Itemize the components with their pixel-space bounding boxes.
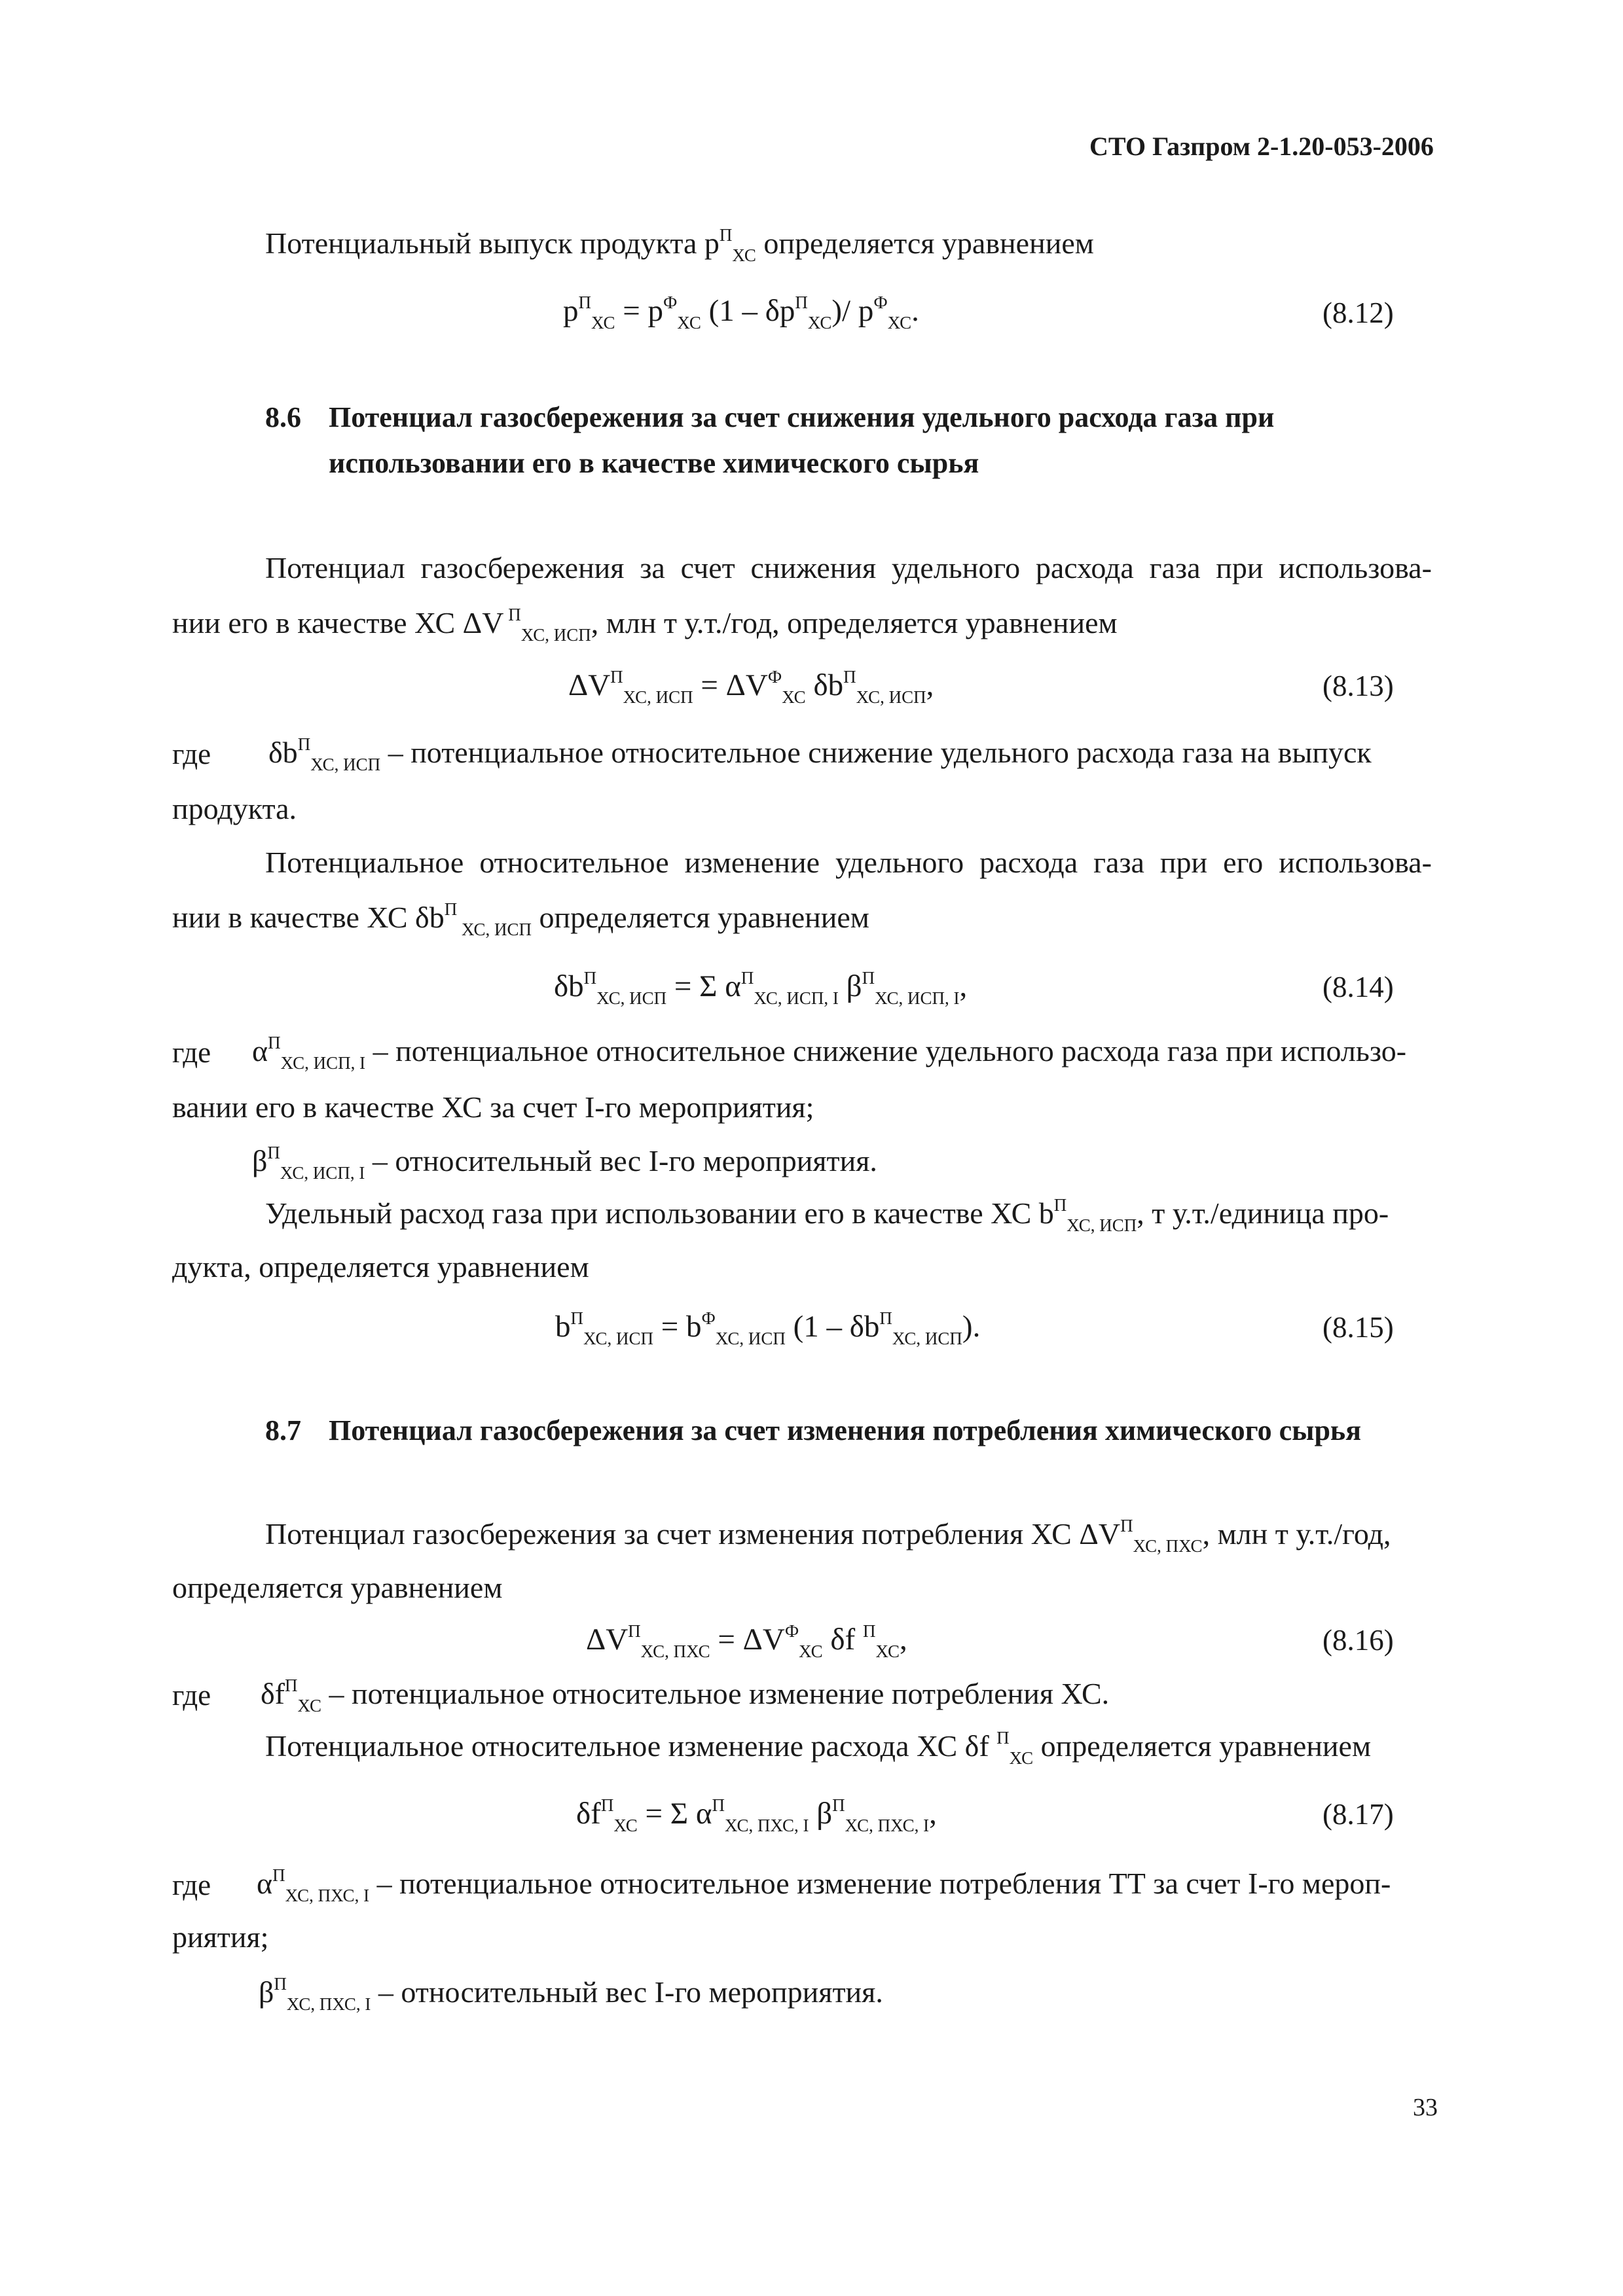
where-label: где	[172, 1869, 211, 1901]
eq-sub: ХС, ИСП	[623, 687, 693, 707]
where-8-17-cont: риятия;	[172, 1920, 269, 1954]
eq-term: ΔV	[568, 668, 611, 702]
sub: ХС, ИСП, I	[280, 1053, 366, 1073]
eq-term: b	[555, 1310, 571, 1344]
eq-term: (1 – δb	[785, 1310, 880, 1344]
where-8-17-line1	[257, 1865, 1391, 1906]
eq-sub: ХС, ПХС, I	[845, 1816, 930, 1835]
eq-term: δf	[822, 1623, 863, 1657]
eq-sup: П	[879, 1308, 892, 1328]
symbol: β	[252, 1144, 268, 1177]
text: , млн т у.т./год,	[1202, 1517, 1391, 1551]
equation-number-8-15: (8.15)	[1322, 1311, 1394, 1344]
eq-term: ,	[929, 1797, 937, 1831]
equation-number-8-16: (8.16)	[1322, 1624, 1394, 1657]
where-label: где	[172, 738, 211, 770]
section-title-8-6-line1: Потенциал газосбережения за счет снижения удельного расхода газа при	[329, 401, 1275, 433]
text: – потенциальное относительное изменение потребления ТТ за счет I-го мероп-	[369, 1867, 1391, 1900]
eq-term: β	[809, 1797, 833, 1831]
where-8-14-line1	[252, 1033, 1406, 1073]
eq-sub: ХС, ПХС	[640, 1641, 710, 1661]
eq-sup: Ф	[701, 1308, 716, 1328]
eq-sub: ХС	[887, 313, 912, 332]
eq-sup: Ф	[767, 667, 782, 687]
text: Потенциальное относительное изменение расхода ХС δf	[265, 1729, 997, 1763]
sub: ХС, ПХС, I	[286, 1994, 371, 2014]
sup: П	[444, 899, 458, 919]
eq-sub: ХС	[799, 1641, 823, 1661]
section-title-8-7: Потенциал газосбережения за счет изменения потребления химического сырья	[329, 1414, 1361, 1446]
eq-term: )/ р	[831, 294, 874, 328]
where-label: где	[172, 1036, 211, 1069]
paragraph-8-6-a-line1: Потенциал газосбережения за счет снижения удельного расхода газа при использова-	[265, 551, 1432, 584]
equation-8-15	[555, 1308, 981, 1348]
sup: П	[268, 1033, 281, 1052]
sub: ХС, ИСП	[520, 625, 591, 645]
eq-sub: ХС	[807, 313, 832, 332]
eq-sub: ХС, ИСП	[583, 1329, 653, 1348]
sub: ХС, ИСП	[457, 920, 532, 939]
eq-term: δb	[554, 969, 584, 1003]
section-number-8-6: 8.6	[265, 401, 301, 433]
text: нии его в качестве ХС ΔV	[172, 606, 504, 639]
intro-paragraph	[265, 225, 1094, 266]
text: – потенциальное относительное снижение удельного расхода газа на выпуск	[380, 736, 1372, 769]
text: – потенциальное относительное изменение потребления ХС.	[321, 1677, 1110, 1710]
sup: П	[503, 605, 521, 624]
eq-sub: ХС, ПХС, I	[725, 1816, 809, 1835]
eq-sup: Ф	[873, 293, 888, 312]
sup: П	[996, 1728, 1010, 1748]
eq-sub: ХС	[782, 687, 806, 707]
eq-sup: П	[610, 667, 623, 687]
sup: П	[297, 734, 311, 754]
section-number-8-7: 8.7	[265, 1414, 301, 1446]
paragraph-8-17-line1	[265, 1728, 1371, 1768]
where-8-17-beta	[259, 1974, 883, 2015]
text: , т у.т./единица про-	[1137, 1196, 1389, 1230]
eq-term: = b	[653, 1310, 702, 1344]
eq-sup: П	[832, 1795, 845, 1815]
eq-sub: ХС	[613, 1816, 638, 1835]
text: – потенциальное относительное снижение удельного расхода газа при использо-	[365, 1034, 1407, 1067]
equation-8-12	[563, 293, 919, 332]
text: нии в качестве ХС δb	[172, 901, 445, 934]
eq-sup: П	[795, 293, 808, 312]
eq-term: = Σ α	[666, 969, 741, 1003]
text: Удельный расход газа при использовании его в качестве ХС b	[265, 1196, 1054, 1230]
eq-sup: Ф	[784, 1621, 799, 1641]
paragraph-8-6-b-line1: Потенциальное относительное изменение удельного расхода газа при его использова-	[265, 846, 1432, 879]
eq-term: ,	[926, 668, 934, 702]
sup: П	[267, 1143, 280, 1162]
eq-term: δb	[805, 668, 844, 702]
eq-term: ΔV	[586, 1623, 629, 1657]
eq-term: .	[911, 294, 919, 328]
document-code: СТО Газпром 2-1.20-053-2006	[1089, 132, 1434, 161]
where-8-14-cont: вании его в качестве ХС за счет I-го мероприятия;	[172, 1090, 814, 1124]
eq-sup: Ф	[663, 293, 678, 312]
eq-sup: П	[712, 1795, 725, 1815]
eq-term: ).	[962, 1310, 981, 1344]
eq-sup: П	[578, 293, 591, 312]
paragraph-8-7-a-line1	[265, 1516, 1391, 1556]
equation-number-8-13: (8.13)	[1322, 670, 1394, 702]
symbol: δf	[261, 1677, 285, 1710]
sub: ХС, ИСП	[1067, 1215, 1137, 1235]
eq-term: ,	[899, 1623, 907, 1657]
eq-sup: П	[862, 1621, 876, 1641]
sup: П	[1120, 1516, 1133, 1535]
intro-sub: ХС	[732, 245, 756, 265]
text: , млн т у.т./год, определяется уравнением	[591, 606, 1118, 639]
equation-8-16	[586, 1621, 907, 1661]
text: Потенциал газосбережения за счет изменения потребления ХС ΔV	[265, 1517, 1121, 1551]
eq-sub: ХС	[677, 313, 701, 332]
paragraph-8-7-a-line2: определяется уравнением	[172, 1571, 503, 1604]
equation-8-17	[576, 1795, 937, 1835]
eq-sub: ХС, ИСП	[856, 687, 926, 707]
eq-sup: П	[628, 1621, 641, 1641]
intro-text: Потенциальный выпуск продукта р	[265, 226, 720, 260]
sub: ХС	[297, 1696, 321, 1715]
sub: ХС, ИСП	[310, 755, 381, 774]
paragraph-8-15-line2: дукта, определяется уравнением	[172, 1250, 589, 1283]
eq-sup: П	[843, 667, 856, 687]
where-8-13-line1	[268, 734, 1372, 775]
paragraph-8-15-line1	[265, 1195, 1389, 1236]
sup: П	[272, 1865, 285, 1885]
eq-sub: ХС, ИСП	[892, 1329, 962, 1348]
eq-term: ,	[959, 969, 968, 1003]
eq-term: р	[563, 294, 579, 328]
eq-term: (1 – δр	[701, 294, 795, 328]
eq-term: β	[838, 969, 862, 1003]
eq-sub: ХС, ИСП	[596, 988, 667, 1008]
eq-sub: ХС, ИСП, I	[754, 988, 839, 1008]
symbol: δb	[268, 736, 298, 769]
where-8-16-line	[261, 1676, 1109, 1716]
sub: ХС, ПХС, I	[285, 1886, 370, 1905]
eq-sub: ХС, ИСП, I	[875, 988, 960, 1008]
symbol: α	[257, 1867, 273, 1900]
eq-sub: ХС	[591, 313, 615, 332]
eq-sup: П	[570, 1308, 583, 1328]
intro-sup: П	[719, 225, 733, 245]
eq-term: δf	[576, 1797, 601, 1831]
equation-8-13	[568, 667, 934, 707]
text: определяется уравнением	[531, 901, 869, 934]
sub: ХС, ПХС	[1133, 1536, 1203, 1556]
sup: П	[285, 1676, 298, 1695]
equation-8-14	[554, 968, 968, 1008]
eq-term: = р	[615, 294, 663, 328]
eq-sup: П	[862, 968, 875, 988]
page-number: 33	[1413, 2094, 1438, 2121]
text: – относительный вес I-го мероприятия.	[365, 1144, 877, 1177]
paragraph-8-6-b-line2	[172, 899, 869, 940]
eq-term: = Σ α	[637, 1797, 712, 1831]
symbol: β	[259, 1975, 274, 2009]
eq-sup: П	[740, 968, 754, 988]
section-title-8-6-line2: использовании его в качестве химического сырья	[329, 447, 979, 479]
paragraph-8-6-a-line2	[172, 605, 1118, 645]
equation-number-8-17: (8.17)	[1322, 1798, 1394, 1831]
eq-sup: П	[600, 1795, 614, 1815]
eq-sup: П	[583, 968, 597, 988]
intro-tail: определяется уравнением	[756, 226, 1094, 260]
text: определяется уравнением	[1033, 1729, 1372, 1763]
equation-number-8-14: (8.14)	[1322, 971, 1394, 1003]
eq-term: = ΔV	[710, 1623, 785, 1657]
where-8-13-cont: продукта.	[172, 792, 297, 825]
sup: П	[274, 1974, 287, 1994]
eq-term: = ΔV	[693, 668, 768, 702]
sub: ХС	[1009, 1748, 1034, 1768]
sup: П	[1053, 1195, 1067, 1215]
eq-sub: ХС, ИСП	[715, 1329, 786, 1348]
equation-number-8-12: (8.12)	[1322, 296, 1394, 329]
where-8-14-beta	[252, 1143, 877, 1183]
sub: ХС, ИСП, I	[280, 1163, 365, 1183]
where-label: где	[172, 1679, 211, 1712]
text: – относительный вес I-го мероприятия.	[371, 1975, 883, 2009]
eq-sub: ХС	[875, 1641, 900, 1661]
symbol: α	[252, 1034, 268, 1067]
